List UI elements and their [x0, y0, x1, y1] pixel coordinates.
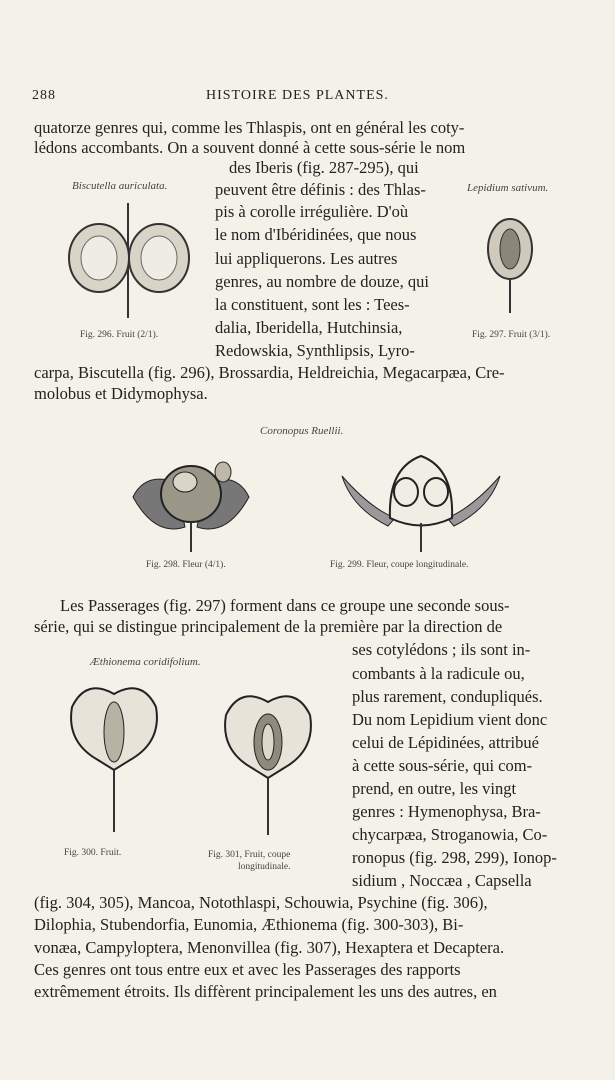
text-line: à cette sous-série, qui com- — [352, 756, 533, 775]
text-line: peuvent être définis : des Thlas- — [215, 180, 426, 199]
figure-caption: Fig. 300. Fruit. — [64, 848, 122, 858]
text-line: plus rarement, condupliqués. — [352, 687, 543, 706]
text-line: lédons accombants. On a souvent donné à cette sous-série le nom — [34, 138, 466, 157]
figure-caption: Fig. 297. Fruit (3/1). — [472, 330, 551, 340]
fig-300-aethionema-fruit-illustration — [66, 682, 162, 837]
text-line: dalia, Iberidella, Hutchinsia, — [215, 318, 403, 337]
figure-caption: Fig. 301, Fruit, coupe — [208, 850, 291, 860]
text-line: lui appliquerons. Les autres — [215, 249, 398, 268]
running-title: HISTOIRE DES PLANTES. — [206, 88, 389, 103]
fig-296-biscutella-illustration — [62, 198, 197, 323]
fig-297-lepidium-illustration — [482, 215, 538, 317]
figure-caption: longitudinale. — [238, 862, 291, 872]
text-line: série, qui se distingue principalement de la première par la direction de — [34, 617, 503, 636]
text-line: molobus et Didymophysa. — [34, 384, 208, 403]
text-line: pis à corolle irrégulière. D'où — [215, 202, 409, 221]
fig-299-coronopus-section-illustration — [340, 448, 502, 556]
figure-caption: Fig. 298. Fleur (4/1). — [146, 560, 226, 570]
text-line: quatorze genres qui, comme les Thlaspis, ont en général les coty- — [34, 118, 465, 137]
page-number: 288 — [32, 88, 56, 103]
text-line: genres : Hymenophysa, Bra- — [352, 802, 541, 821]
text-line: carpa, Biscutella (fig. 296), Brossardia, Heldreichia, Megacarpæa, Cre- — [34, 363, 505, 382]
text-line: sidium , Noccæa , Capsella — [352, 871, 532, 890]
text-line: Du nom Lepidium vient donc — [352, 710, 548, 729]
text-line: combants à la radicule ou, — [352, 664, 525, 683]
text-line: Redowskia, Synthlipsis, Lyro- — [215, 341, 415, 360]
figure-caption: Fig. 296. Fruit (2/1). — [80, 330, 159, 340]
text-line: celui de Lépidinées, attribué — [352, 733, 539, 752]
text-line: prend, en outre, les vingt — [352, 779, 517, 798]
species-label: Biscutella auriculata. — [72, 180, 168, 192]
text-line: Dilophia, Stubendorfia, Eunomia, Æthionema (fig. 300-303), Bi- — [34, 915, 464, 934]
fig-301-aethionema-section-illustration — [220, 690, 316, 840]
fig-298-coronopus-flower-illustration — [125, 442, 257, 557]
text-line: genres, au nombre de douze, qui — [215, 272, 429, 291]
text-line: Ces genres ont tous entre eux et avec les Passerages des rapports — [34, 960, 461, 979]
text-line: Les Passerages (fig. 297) forment dans ce groupe une seconde sous- — [60, 596, 510, 615]
text-line: ses cotylédons ; ils sont in- — [352, 640, 531, 659]
text-line: chycarpæa, Stroganowia, Co- — [352, 825, 548, 844]
text-line: ronopus (fig. 298, 299), Ionop- — [352, 848, 557, 867]
species-label: Lepidium sativum. — [467, 182, 549, 194]
species-label: Coronopus Ruellii. — [260, 425, 344, 437]
figure-caption: Fig. 299. Fleur, coupe longitudinale. — [330, 560, 469, 570]
text-line: vonæa, Campyloptera, Menonvillea (fig. 307), Hexaptera et Decaptera. — [34, 938, 505, 957]
text-line: la constituent, sont les : Tees- — [215, 295, 410, 314]
text-line: le nom d'Ibéridinées, que nous — [215, 225, 417, 244]
text-line: (fig. 304, 305), Mancoa, Notothlaspi, Schouwia, Psychine (fig. 306), — [34, 893, 488, 912]
text-line: des Iberis (fig. 287-295), qui — [229, 158, 419, 177]
species-label: Æthionema coridifolium. — [90, 656, 201, 668]
text-line: extrêmement étroits. Ils diffèrent principalement les uns des autres, en — [34, 982, 497, 1001]
